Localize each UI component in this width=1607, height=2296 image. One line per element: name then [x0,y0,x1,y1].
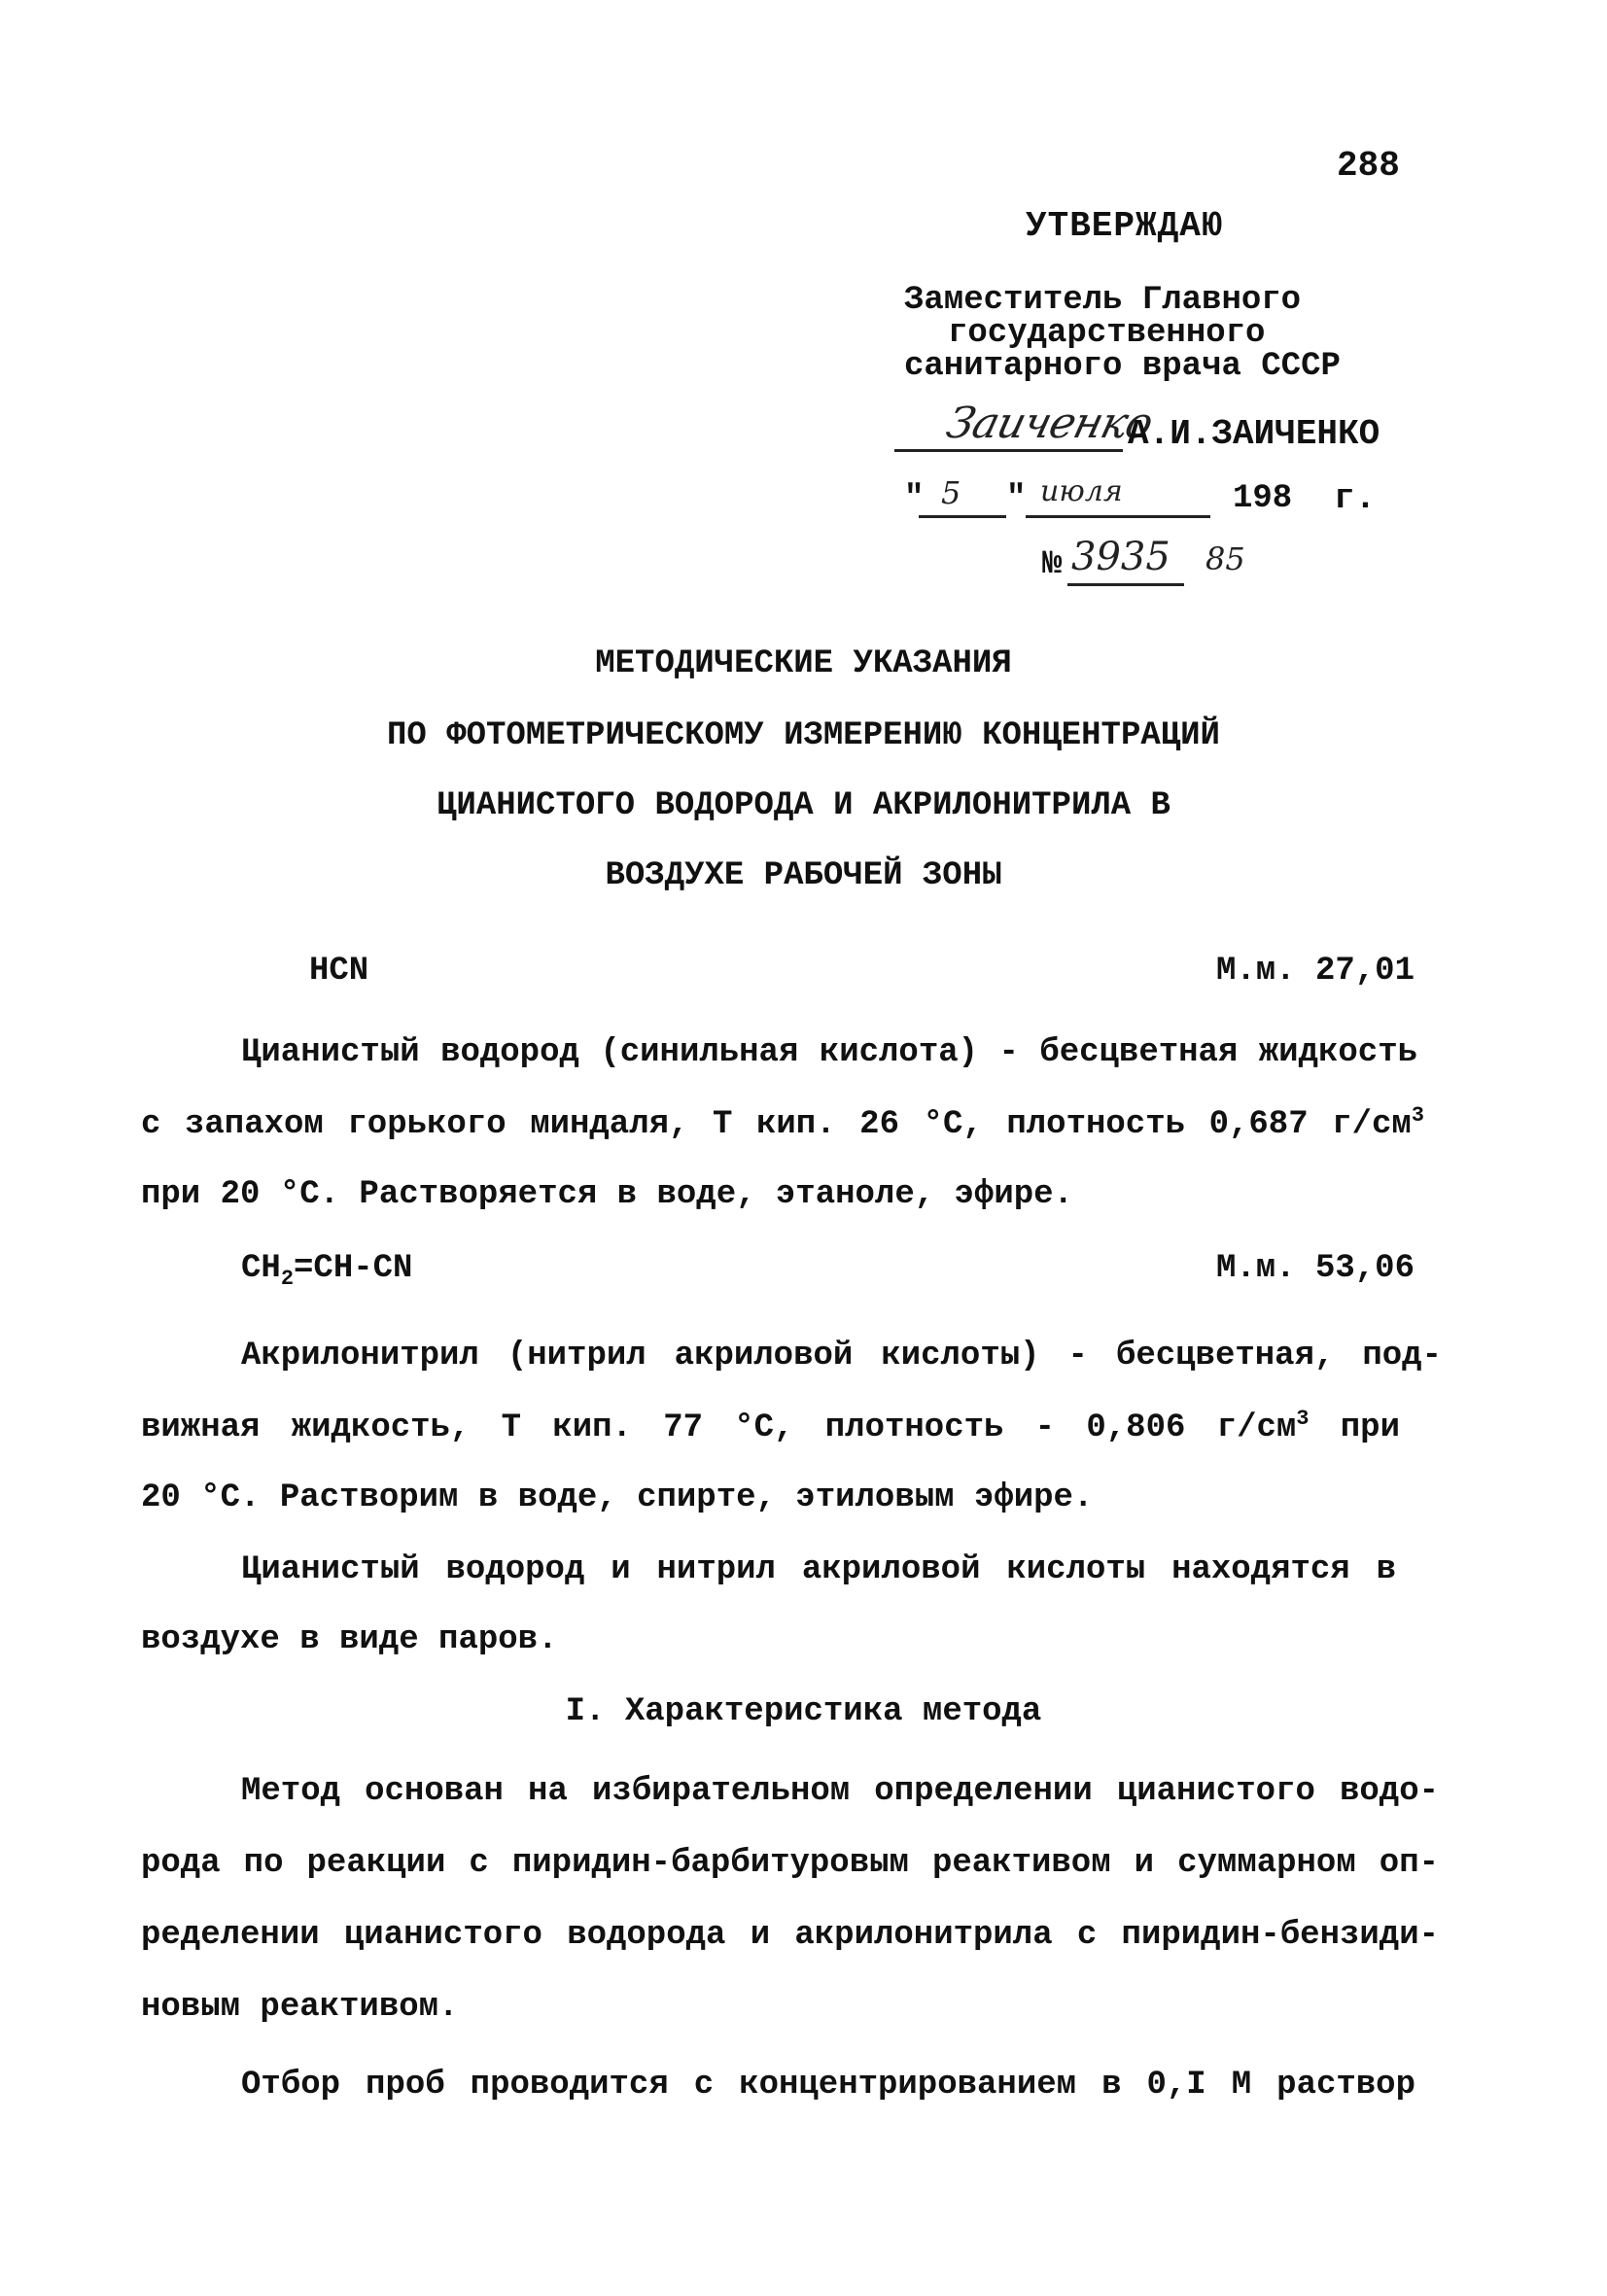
date-month-underline [1026,515,1210,518]
vapour-text-1: Цианистый водород и нитрил акриловой кислоты находятся в [241,1551,1396,1588]
title-line-3: ЦИАНИСТОГО ВОДОРОДА И АКРИЛОНИТРИЛА В [437,787,1170,824]
compound2-text-1: Акрилонитрил (нитрил акриловой кислоты) - бесцветная, под- [241,1338,1442,1374]
approval-position-1: Заместитель Главного [904,282,1302,319]
method-text-1: Метод основан на избирательном определении цианистого водо- [241,1773,1439,1810]
vapour-text-2: воздухе в виде паров. [141,1621,558,1658]
date-month: июля [1040,474,1123,508]
approval-position-2: государственного [948,315,1266,352]
approver-name: А.И.ЗАИЧЕНКО [1128,414,1380,454]
compound2-formula-a: CH [241,1250,281,1287]
date-day: 5 [941,474,961,511]
number-sign: № [1042,546,1063,583]
sampling-text: Отбор проб проводится с концентрированием в 0,I М раствор [241,2067,1415,2104]
compound2-molar-mass: М.м. 53,06 [1215,1250,1415,1287]
date-year-suffix: г. [1334,478,1377,518]
method-text-2: рода по реакции с пиридин-барбитуровым реактивом и суммарном оп- [141,1845,1439,1882]
compound2-text-2: вижная жидкость, Т кип. 77 °С, плотность - 0,806 г/см [141,1409,1297,1446]
registration-number: 3935 [1071,535,1170,579]
compound2-after-sup: при [1309,1409,1400,1446]
page-number: 288 [1337,146,1400,186]
method-text-4: новым реактивом. [141,1989,459,2026]
compound1-molar-mass: М.м. 27,01 [1215,953,1415,990]
compound2-text-2-wrap [141,1408,1400,1448]
approval-stamp: УТВЕРЖДАЮ [1026,206,1224,246]
compound1-text-3: при 20 °С. Растворяется в воде, этаноле, эфире. [141,1176,1073,1213]
compound1-formula: HCN [309,953,369,990]
handwritten-signature: Заиченко [941,399,1158,448]
compound1-text-2: с запахом горького миндаля, Т кип. 26 °С, плотность 0,687 г/см [141,1106,1412,1143]
compound2-sup: 3 [1296,1407,1310,1431]
compound2-formula-wrap [241,1248,412,1289]
compound2-text-3: 20 °С. Растворим в воде, спирте, этиловым эфире. [141,1479,1094,1516]
date-open-quote: " [904,480,925,517]
compound1-text-2-wrap [141,1104,1424,1145]
approval-position-3: санитарного врача СССР [904,348,1341,385]
compound2-formula-sub: 2 [280,1267,295,1291]
registration-underline [1067,583,1184,586]
compound1-text-1: Цианистый водород (синильная кислота) - бесцветная жидкость [241,1034,1417,1071]
title-line-2: ПО ФОТОМЕТРИЧЕСКОМУ ИЗМЕРЕНИЮ КОНЦЕНТРАЦИЙ [387,717,1220,754]
date-day-underline [919,515,1006,518]
method-text-3: ределении цианистого водорода и акрилонитрила с пиридин-бензиди- [141,1917,1439,1954]
compound1-sup: 3 [1411,1103,1424,1128]
signature-underline [894,449,1123,452]
section-heading: I. Характеристика метода [565,1693,1042,1730]
title-line-1: МЕТОДИЧЕСКИЕ УКАЗАНИЯ [595,645,1012,682]
date-close-quote: " [1006,480,1027,517]
registration-suffix: 85 [1205,540,1245,577]
compound2-formula-b: =CH-CN [294,1250,413,1287]
date-year: 198 [1233,480,1293,517]
title-line-4: ВОЗДУХЕ РАБОЧЕЙ ЗОНЫ [605,857,1002,894]
